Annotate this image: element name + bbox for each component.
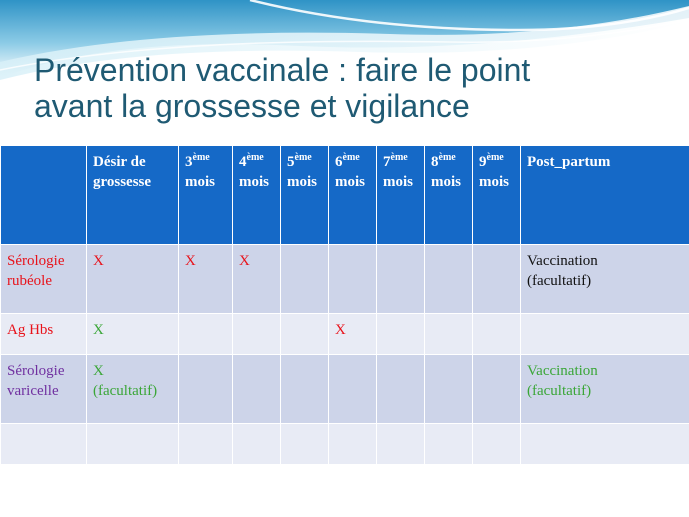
header-month-3: 3ème mois bbox=[179, 146, 233, 245]
cell-hbs-m5 bbox=[281, 314, 329, 355]
header-month-7: 7ème mois bbox=[377, 146, 425, 245]
table-header-row bbox=[1, 146, 689, 245]
slide-title-line-2: avant la grossesse et vigilance bbox=[34, 88, 470, 124]
cell-varicelle-post-partum: Vaccination (facultatif) bbox=[521, 355, 689, 424]
table-row-empty bbox=[1, 424, 689, 465]
empty-cell bbox=[1, 424, 87, 465]
row-label-ag-hbs: Ag Hbs bbox=[1, 314, 87, 355]
cell-varicelle-desir: X (facultatif) bbox=[87, 355, 179, 424]
header-month-6: 6ème mois bbox=[329, 146, 377, 245]
cell-rubeole-desir: X bbox=[87, 245, 179, 314]
vaccination-table bbox=[0, 145, 689, 465]
cell-hbs-m8 bbox=[425, 314, 473, 355]
cell-rubeole-m3: X bbox=[179, 245, 233, 314]
cell-varicelle-m7 bbox=[377, 355, 425, 424]
empty-cell bbox=[521, 424, 689, 465]
slide-title bbox=[34, 52, 674, 124]
empty-cell bbox=[473, 424, 521, 465]
cell-rubeole-m5 bbox=[281, 245, 329, 314]
cell-hbs-m6: X bbox=[329, 314, 377, 355]
cell-hbs-m4 bbox=[233, 314, 281, 355]
cell-rubeole-post-partum: Vaccination (facultatif) bbox=[521, 245, 689, 314]
cell-rubeole-m7 bbox=[377, 245, 425, 314]
table-row-serologie-rubeole bbox=[1, 245, 689, 314]
cell-varicelle-m3 bbox=[179, 355, 233, 424]
row-label-serologie-rubeole: Sérologie rubéole bbox=[1, 245, 87, 314]
table-row-serologie-varicelle bbox=[1, 355, 689, 424]
empty-cell bbox=[87, 424, 179, 465]
empty-cell bbox=[281, 424, 329, 465]
cell-hbs-m7 bbox=[377, 314, 425, 355]
header-month-9: 9ème mois bbox=[473, 146, 521, 245]
header-desir-grossesse: Désir de grossesse bbox=[87, 146, 179, 245]
header-empty-cell bbox=[1, 146, 87, 245]
row-label-serologie-varicelle: Sérologie varicelle bbox=[1, 355, 87, 424]
cell-rubeole-m8 bbox=[425, 245, 473, 314]
cell-hbs-m3 bbox=[179, 314, 233, 355]
empty-cell bbox=[377, 424, 425, 465]
empty-cell bbox=[329, 424, 377, 465]
empty-cell bbox=[425, 424, 473, 465]
cell-hbs-desir: X bbox=[87, 314, 179, 355]
cell-varicelle-m6 bbox=[329, 355, 377, 424]
table-row-ag-hbs bbox=[1, 314, 689, 355]
cell-rubeole-m4: X bbox=[233, 245, 281, 314]
cell-varicelle-m8 bbox=[425, 355, 473, 424]
header-post-partum: Post_partum bbox=[521, 146, 689, 245]
cell-varicelle-m5 bbox=[281, 355, 329, 424]
slide-title-line-1: Prévention vaccinale : faire le point bbox=[34, 52, 531, 88]
header-month-5: 5ème mois bbox=[281, 146, 329, 245]
cell-rubeole-m9 bbox=[473, 245, 521, 314]
empty-cell bbox=[179, 424, 233, 465]
cell-hbs-post-partum bbox=[521, 314, 689, 355]
header-month-4: 4ème mois bbox=[233, 146, 281, 245]
cell-hbs-m9 bbox=[473, 314, 521, 355]
header-month-8: 8ème mois bbox=[425, 146, 473, 245]
cell-varicelle-m4 bbox=[233, 355, 281, 424]
cell-varicelle-m9 bbox=[473, 355, 521, 424]
empty-cell bbox=[233, 424, 281, 465]
cell-rubeole-m6 bbox=[329, 245, 377, 314]
